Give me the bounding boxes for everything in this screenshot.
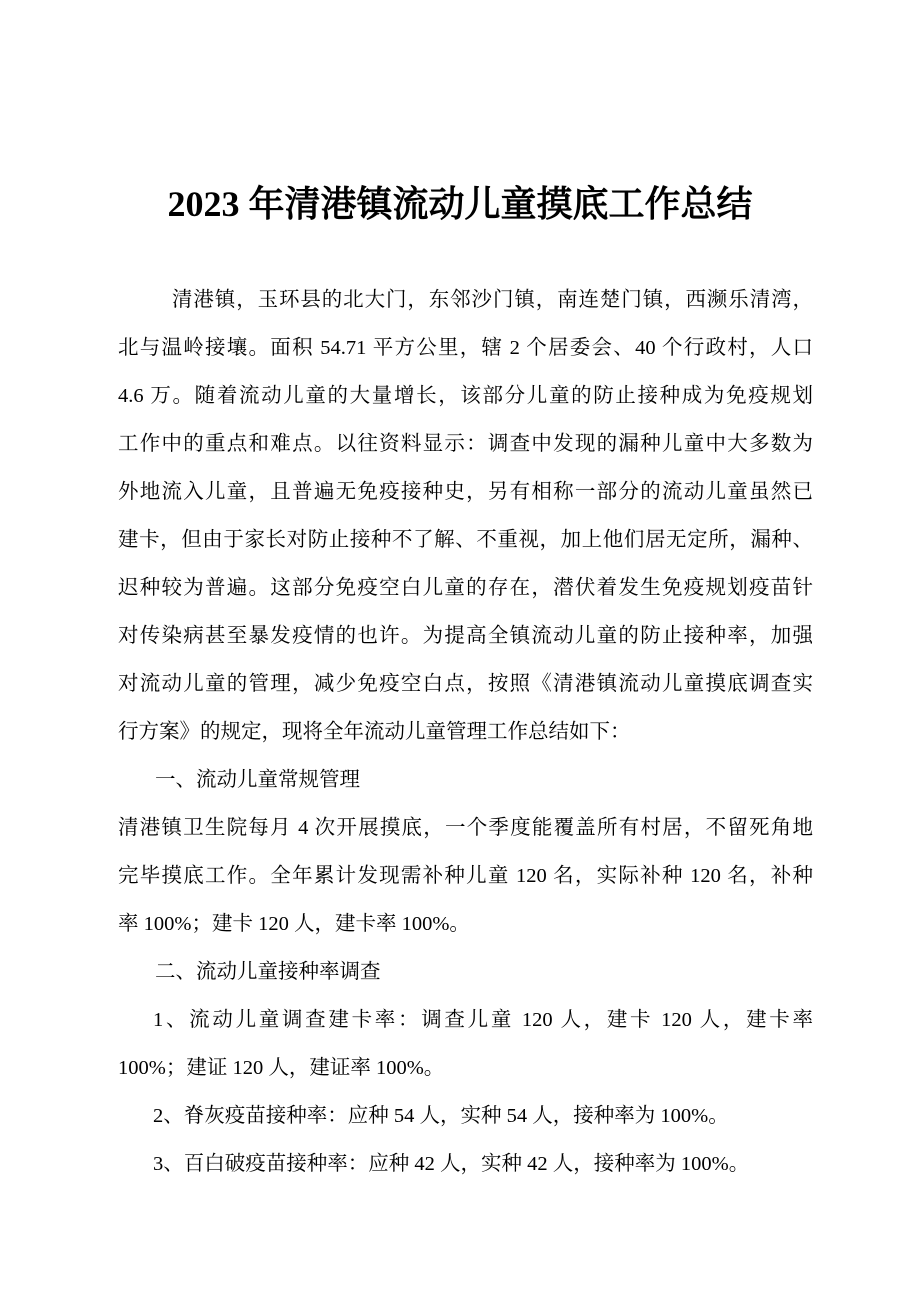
text-line: 2、脊灰疫苗接种率：应种 54 人，实种 54 人，接种率为 100%。: [153, 1105, 729, 1127]
text-line: 对流动儿童的管理，减少免疫空白点，按照《清港镇流动儿童摸底调查实: [118, 673, 813, 695]
text-line: 完毕摸底工作。全年累计发现需补种儿童 120 名，实际补种 120 名，补种: [118, 865, 813, 887]
text-line: 对传染病甚至暴发疫情的也许。为提高全镇流动儿童的防止接种率，加强: [118, 625, 813, 647]
text-line: 1、流动儿童调查建卡率：调查儿童 120 人，建卡 120 人，建卡率: [153, 1009, 813, 1031]
document-title: 2023 年清港镇流动儿童摸底工作总结: [167, 184, 753, 224]
text-line: 100%；建证 120 人，建证率 100%。: [118, 1057, 445, 1079]
text-line: 北与温岭接壤。面积 54.71 平方公里，辖 2 个居委会、40 个行政村，人口: [118, 337, 813, 359]
text-line: 迟种较为普遍。这部分免疫空白儿童的存在，潜伏着发生免疫规划疫苗针: [118, 577, 813, 599]
document-body: [118, 276, 813, 1188]
text-line: 工作中的重点和难点。以往资料显示：调查中发现的漏种儿童中大多数为: [118, 433, 813, 455]
text-line: 二、流动儿童接种率调查: [155, 961, 381, 983]
text-line: 3、百白破疫苗接种率：应种 42 人，实种 42 人，接种率为 100%。: [153, 1153, 750, 1175]
text-line: 建卡，但由于家长对防止接种不了解、不重视，加上他们居无定所，漏种、: [118, 529, 813, 551]
text-line: 行方案》的规定，现将全年流动儿童管理工作总结如下：: [118, 721, 631, 743]
text-line: 外地流入儿童，且普遍无免疫接种史，另有相称一部分的流动儿童虽然已: [118, 481, 813, 503]
text-line: 4.6 万。随着流动儿童的大量增长，该部分儿童的防止接种成为免疫规划: [118, 385, 813, 407]
text-line: 一、流动儿童常规管理: [155, 769, 360, 791]
text-line: 率 100%；建卡 120 人，建卡率 100%。: [118, 913, 470, 935]
text-line: 清港镇卫生院每月 4 次开展摸底，一个季度能覆盖所有村居，不留死角地: [118, 817, 813, 839]
text-line: 清港镇，玉环县的北大门，东邻沙门镇，南连楚门镇，西濒乐清湾，: [172, 289, 813, 311]
